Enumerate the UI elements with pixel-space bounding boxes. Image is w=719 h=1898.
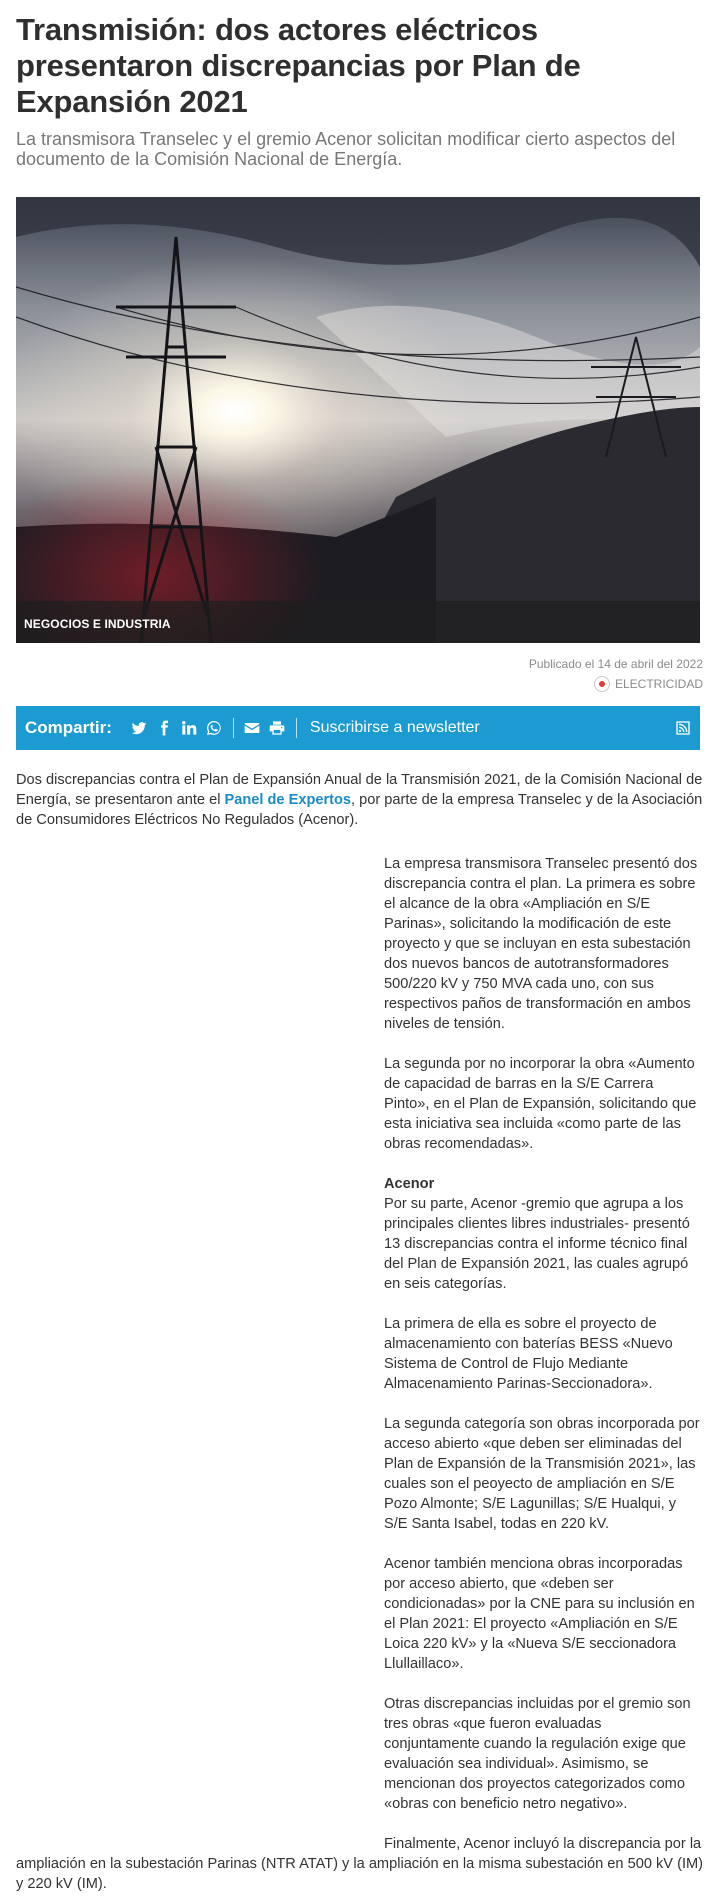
- body-paragraph: La empresa transmisora Transelec presentó dos discrepancia contra el plan. La primera es sobre el alcance de la obra «Ampliación en S/E Parinas», solicitando la modificación de este proyecto y que se incluyan en esta subestación dos nuevos bancos de autotransformadores 500/220 kV y 750 MVA cada uno, con sus respectivos paños de transformación en ambos niveles de tensión.: [384, 856, 698, 1032]
- lead-text-before: Dos discrepancias contra el Plan de Expansión Anual de la Transmisión 2021, de la Comisión Nacional de Energía, se presentaron ante el: [16, 772, 703, 808]
- article-meta: [16, 656, 703, 692]
- tag-dot-icon: [594, 676, 610, 692]
- article-title: Transmisión: dos actores eléctricos presentaron discrepancias por Plan de Expansión 2021: [16, 12, 581, 119]
- publish-date: Publicado el 14 de abril del 2022: [528, 657, 703, 671]
- body-paragraph: La primera de ella es sobre el proyecto de almacenamiento con baterías BESS «Nuevo Sistema de Control de Flujo Mediante Almacenamiento Parinas-Seccionadora».: [384, 1316, 673, 1392]
- whatsapp-icon[interactable]: [205, 719, 223, 737]
- body-paragraph: La segunda categoría son obras incorporada por acceso abierto «que deben ser eliminadas del Plan de Expansión de la Transmisión 2021», las cuales son el peoyecto de ampliación en S/E Pozo Almonte; S/E Lagunillas; S/E Hualqui, y S/E Santa Isabel, todas en 220 kV.: [384, 1416, 700, 1532]
- email-icon[interactable]: [243, 719, 261, 737]
- body-paragraph: Acenor también menciona obras incorporadas por acceso abierto, que «deben ser condicionadas» por la CNE para su inclusión en el Plan 2021: El proyecto «Ampliación en S/E Loica 220 kV» y la «Nueva S/E seccionadora Llullaillaco».: [384, 1556, 695, 1672]
- lead-text-after: , por parte de la empresa Transelec y de la Asociación de Consumidores Eléctricos No Regulados (Acenor).: [16, 792, 703, 828]
- newsletter-link[interactable]: Suscribirse a newsletter: [309, 719, 480, 736]
- linkedin-icon[interactable]: [180, 719, 198, 737]
- section-heading-acenor: Acenor: [384, 1176, 435, 1192]
- article-body-column: [384, 854, 700, 1814]
- share-divider: [296, 718, 297, 738]
- article-subtitle: La transmisora Transelec y el gremio Acenor solicitan modificar cierto aspectos del documento de la Comisión Nacional de Energía.: [16, 129, 676, 169]
- share-label: Compartir:: [25, 718, 112, 737]
- twitter-icon[interactable]: [130, 719, 148, 737]
- body-paragraph: Por su parte, Acenor -gremio que agrupa a los principales clientes libres industriales- presentó 13 discrepancias contra el informe técnico final del Plan de Expansión 2021, las cuales agrupó en seis categorías.: [384, 1196, 690, 1292]
- share-divider: [233, 718, 234, 738]
- closing-paragraph: Finalmente, Acenor incluyó la discrepancia por la ampliación en la subestación Parinas (NTR ATAT) y la ampliación en la misma subestación en 500 kV (IM) y 220 kV (IM).: [16, 1836, 704, 1892]
- panel-de-expertos-link[interactable]: Panel de Expertos: [224, 792, 352, 808]
- share-bar: [16, 706, 700, 750]
- power-lines-photo: [16, 197, 700, 643]
- category-tag[interactable]: [16, 676, 703, 692]
- category-tag-label[interactable]: ELECTRICIDAD: [614, 677, 703, 691]
- hero-image[interactable]: [16, 197, 700, 643]
- body-paragraph: La segunda por no incorporar la obra «Aumento de capacidad de barras en la S/E Carrera Pinto», en el Plan de Expansión, solicitando que esta iniciativa sea incluida «como parte de las obras recomendadas».: [384, 1056, 697, 1152]
- image-category-label[interactable]: NEGOCIOS E INDUSTRIA: [24, 617, 171, 631]
- rss-icon[interactable]: [675, 720, 691, 736]
- facebook-icon[interactable]: [155, 719, 173, 737]
- acenor-section: [384, 1174, 700, 1294]
- body-paragraph: Otras discrepancias incluidas por el gremio son tres obras «que fueron evaluadas conjuntamente cuando la regulación exige que evaluación sea individual». Asimismo, se mencionan dos proyectos categorizados como «obras con beneficio netro negativo».: [384, 1696, 691, 1812]
- print-icon[interactable]: [268, 719, 286, 737]
- lead-paragraph: [16, 770, 703, 830]
